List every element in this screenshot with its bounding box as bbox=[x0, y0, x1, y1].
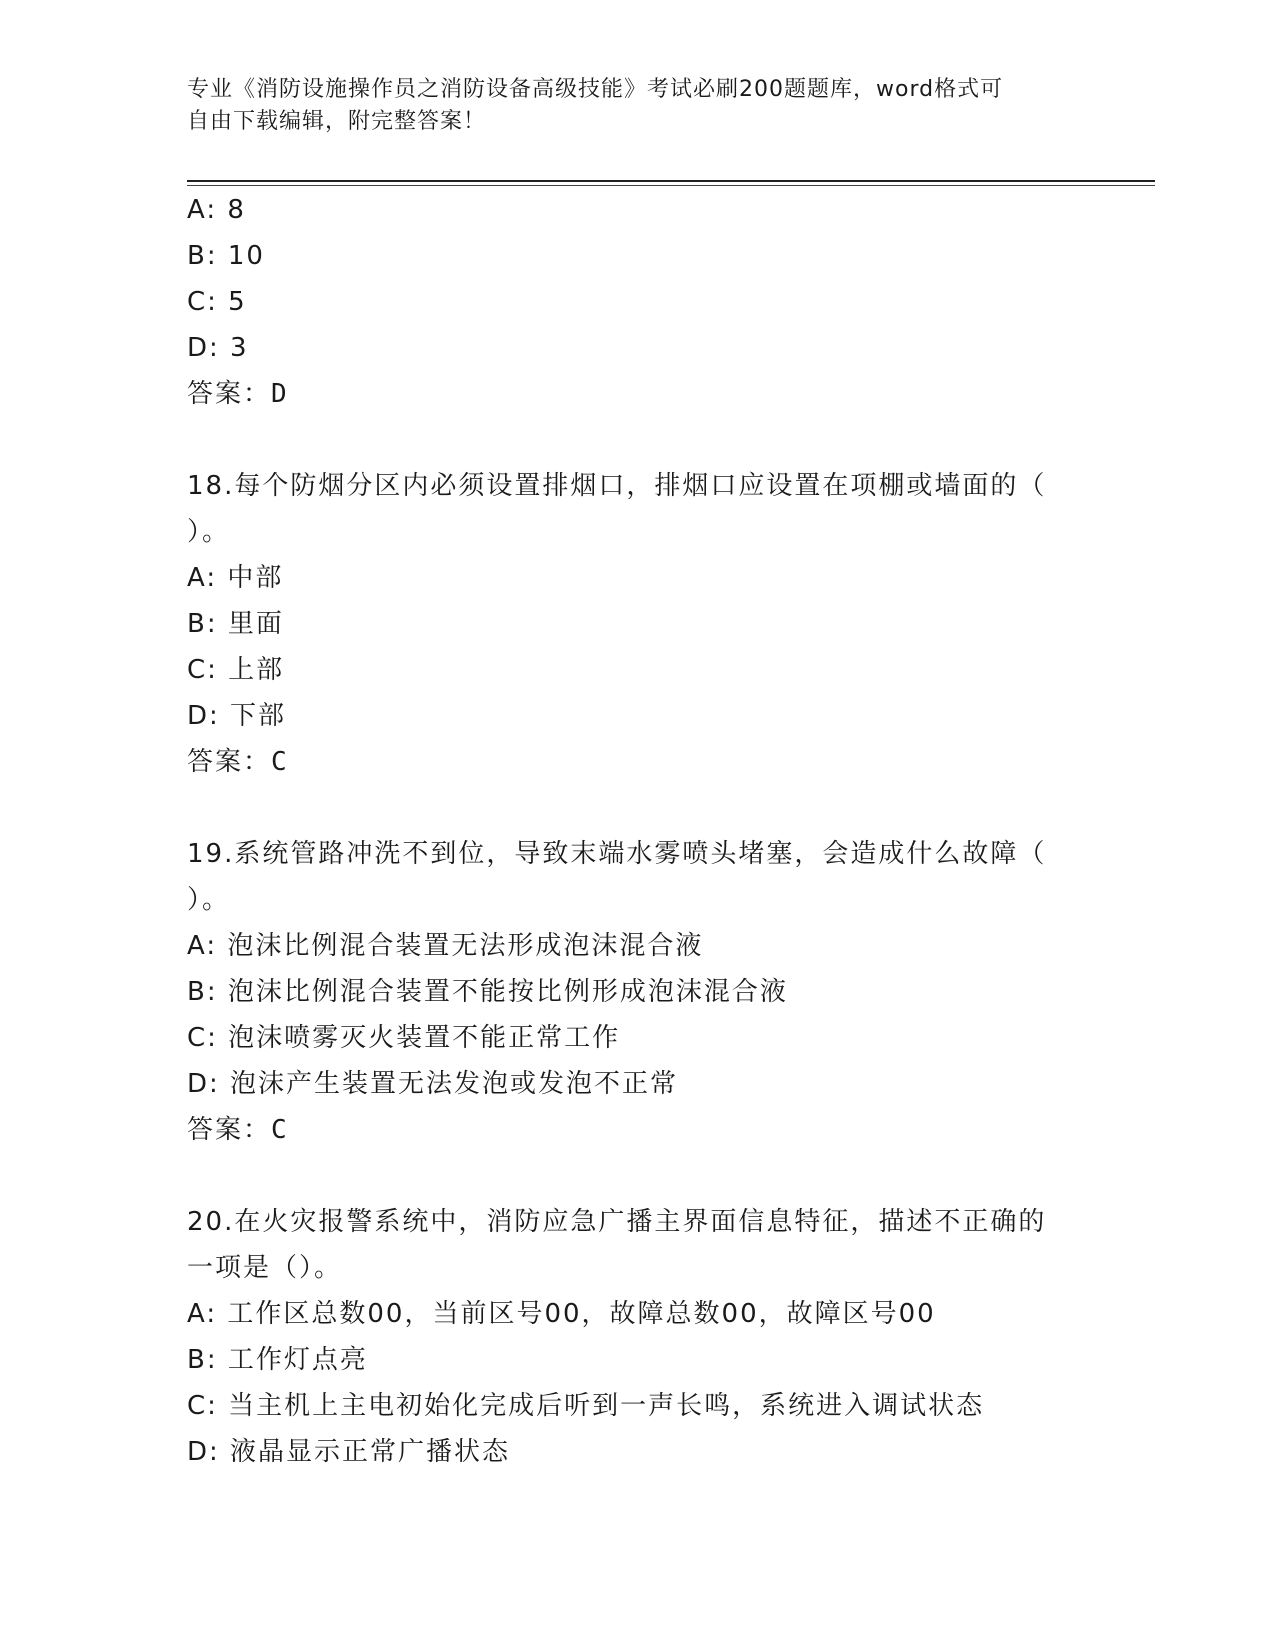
prev-question-block bbox=[187, 187, 1087, 417]
question-text-line-2: ）。 bbox=[187, 885, 231, 915]
option-a: A: 中部 bbox=[187, 563, 284, 593]
option-a: A: 8 bbox=[187, 195, 246, 225]
spacer bbox=[187, 785, 1087, 831]
question-text-line-2: 一项是（）。 bbox=[187, 1253, 343, 1283]
question-text-line-1: 20.在火灾报警系统中，消防应急广播主界面信息特征，描述不正确的 bbox=[187, 1207, 1047, 1237]
question-text-line-1: 18.每个防烟分区内必须设置排烟口，排烟口应设置在项棚或墙面的（ bbox=[187, 471, 1047, 501]
header-divider-thick bbox=[187, 180, 1155, 182]
question-20-block bbox=[187, 1199, 1087, 1475]
option-b: B: 泡沫比例混合装置不能按比例形成泡沫混合液 bbox=[187, 977, 788, 1007]
spacer bbox=[187, 417, 1087, 463]
header-line-2: 自由下载编辑，附完整答案！ bbox=[187, 109, 487, 134]
document-header bbox=[187, 74, 1087, 138]
option-a: A: 泡沫比例混合装置无法形成泡沫混合液 bbox=[187, 931, 704, 961]
question-text-line-1: 19.系统管路冲洗不到位，导致末端水雾喷头堵塞，会造成什么故障（ bbox=[187, 839, 1047, 869]
option-c: C: 当主机上主电初始化完成后听到一声长鸣，系统进入调试状态 bbox=[187, 1391, 985, 1421]
question-19-block bbox=[187, 831, 1087, 1153]
option-b: B: 10 bbox=[187, 241, 265, 271]
answer-line: 答案：C bbox=[187, 1115, 289, 1145]
option-d: D: 液晶显示正常广播状态 bbox=[187, 1437, 511, 1467]
option-c: C: 上部 bbox=[187, 655, 285, 685]
question-text-line-2: ）。 bbox=[187, 517, 231, 547]
spacer bbox=[187, 1153, 1087, 1199]
option-d: D: 3 bbox=[187, 333, 249, 363]
option-d: D: 下部 bbox=[187, 701, 287, 731]
question-content bbox=[187, 187, 1087, 1475]
answer-line: 答案：D bbox=[187, 379, 289, 409]
option-d: D: 泡沫产生装置无法发泡或发泡不正常 bbox=[187, 1069, 679, 1099]
header-line-1: 专业《消防设施操作员之消防设备高级技能》考试必刷200题题库，word格式可 bbox=[187, 77, 1004, 102]
option-c: C: 5 bbox=[187, 287, 247, 317]
header-divider-thin bbox=[187, 185, 1155, 186]
option-a: A: 工作区总数00，当前区号00，故障总数00，故障区号00 bbox=[187, 1299, 936, 1329]
option-c: C: 泡沫喷雾灭火装置不能正常工作 bbox=[187, 1023, 621, 1053]
question-18-block bbox=[187, 463, 1087, 785]
option-b: B: 里面 bbox=[187, 609, 284, 639]
answer-line: 答案：C bbox=[187, 747, 289, 777]
option-b: B: 工作灯点亮 bbox=[187, 1345, 368, 1375]
